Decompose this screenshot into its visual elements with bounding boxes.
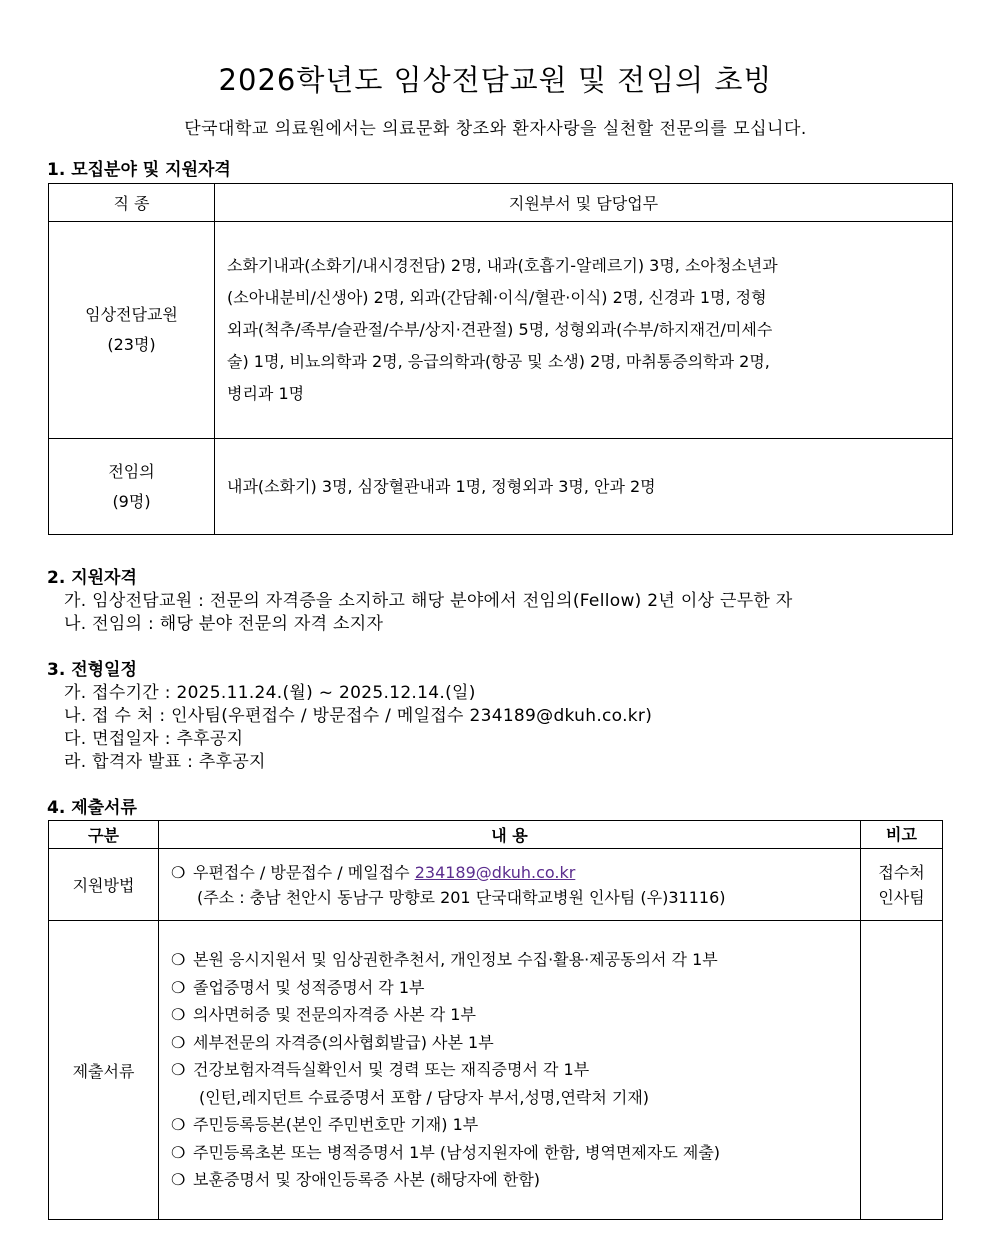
schedule-item: 다. 면접일자 : 추후공지: [64, 729, 244, 749]
table-header-row: [49, 184, 953, 222]
section2-heading: 2. 지원자격: [47, 568, 137, 588]
method-content: [159, 849, 861, 921]
table-row: [49, 921, 943, 1220]
duty-line: 병리과 1명: [227, 384, 305, 403]
header-category: 구분: [49, 821, 159, 849]
bullet-icon: ❍: [171, 1142, 186, 1162]
section4-heading: 4. 제출서류: [47, 798, 137, 818]
note-line: 인사팀: [878, 887, 925, 907]
duty-line: 외과(척추/족부/슬관절/수부/상지·견관절) 5명, 성형외과(수부/하지재건/미세수: [227, 320, 773, 339]
qualification-item: 가. 임상전담교원 : 전문의 자격증을 소지하고 해당 분야에서 전임의(Fellow) 2년 이상 근무한 자: [64, 591, 793, 611]
intro-text: 단국대학교 의료원에서는 의료문화 창조와 환자사랑을 실천할 전문의를 모십니다.: [184, 119, 807, 139]
list-item: ❍ 의사면허증 및 전문의자격증 사본 각 1부: [171, 1001, 860, 1029]
table-row: [49, 439, 953, 535]
email-link[interactable]: 234189@dkuh.co.kr: [414, 862, 576, 882]
section3-heading: 3. 전형일정: [47, 660, 137, 680]
job-type-cell: [49, 439, 215, 535]
bullet-icon: ❍: [171, 1170, 186, 1190]
job-type-name: 임상전담교원: [85, 305, 178, 324]
table-row: [49, 222, 953, 439]
schedule-item: 라. 합격자 발표 : 추후공지: [64, 752, 266, 772]
method-note: [861, 849, 943, 921]
bullet-icon: ❍: [171, 1060, 186, 1080]
recruitment-table: [48, 183, 953, 535]
list-item: ❍ 졸업증명서 및 성적증명서 각 1부: [171, 974, 860, 1002]
documents-table: [48, 820, 943, 1220]
list-item: ❍ 주민등록초본 또는 병적증명서 1부 (남성지원자에 한함, 병역면제자도 제출): [171, 1139, 860, 1167]
header-content: 내 용: [159, 821, 861, 849]
list-item: ❍ 보훈증명서 및 장애인등록증 사본 (해당자에 한함): [171, 1166, 860, 1194]
address-line: (주소 : 충남 천안시 동남구 망향로 201 단국대학교병원 인사팀 (우)31116): [197, 887, 726, 907]
duty-line: (소아내분비/신생아) 2명, 외과(간담췌·이식/혈관·이식) 2명, 신경과 1명, 정형: [227, 288, 767, 307]
duty-line: 소화기내과(소화기/내시경전담) 2명, 내과(호흡기-알레르기) 3명, 소아청소년과: [227, 256, 778, 275]
list-item: ❍ 세부전문의 자격증(의사협회발급) 사본 1부: [171, 1029, 860, 1057]
bullet-icon: ❍: [171, 1115, 186, 1135]
qualification-item: 나. 전임의 : 해당 분야 전문의 자격 소지자: [64, 614, 384, 634]
note-line: 접수처: [878, 862, 925, 882]
method-line: 우편접수 / 방문접수 / 메일접수: [193, 862, 410, 882]
job-type-cell: [49, 222, 215, 439]
job-type-count: (23명): [107, 335, 156, 354]
table-header-row: [49, 821, 943, 849]
bullet-icon: ❍: [171, 950, 186, 970]
list-item: ❍ 본원 응시지원서 및 임상권한추천서, 개인정보 수집·활용·제공동의서 각 1부: [171, 946, 860, 974]
duty-line: 술) 1명, 비뇨의학과 2명, 응급의학과(항공 및 소생) 2명, 마취통증의학과 2명,: [227, 352, 770, 371]
method-label: 지원방법: [49, 849, 159, 921]
page-title: 2026학년도 임상전담교원 및 전임의 초빙: [218, 63, 773, 97]
header-note: 비고: [861, 821, 943, 849]
table-row: [49, 849, 943, 921]
duty-cell: [215, 222, 953, 439]
documents-label: 제출서류: [49, 921, 159, 1220]
documents-list: [159, 921, 861, 1220]
header-job-type: 직 종: [49, 184, 215, 222]
schedule-item: 나. 접 수 처 : 인사팀(우편접수 / 방문접수 / 메일접수 234189@dkuh.co.kr): [64, 706, 653, 726]
list-item: ❍ 주민등록등본(본인 주민번호만 기재) 1부: [171, 1111, 860, 1139]
list-item: ❍ 건강보험자격득실확인서 및 경력 또는 재직증명서 각 1부: [171, 1056, 860, 1084]
schedule-item: 가. 접수기간 : 2025.11.24.(월) ~ 2025.12.14.(일): [64, 683, 476, 703]
duty-cell: 내과(소화기) 3명, 심장혈관내과 1명, 정형외과 3명, 안과 2명: [215, 439, 953, 535]
documents-note: [861, 921, 943, 1220]
bullet-icon: ❍: [171, 1005, 186, 1025]
bullet-icon: ❍: [171, 862, 186, 882]
job-type-name: 전임의: [108, 461, 155, 481]
bullet-icon: ❍: [171, 1032, 186, 1052]
section1-heading: 1. 모집분야 및 지원자격: [47, 160, 231, 180]
bullet-icon: ❍: [171, 977, 186, 997]
job-type-count: (9명): [112, 491, 151, 511]
header-department: 지원부서 및 담당업무: [215, 184, 953, 222]
list-item-note: (인턴,레지던트 수료증명서 포함 / 담당자 부서,성명,연락처 기재): [199, 1087, 650, 1107]
